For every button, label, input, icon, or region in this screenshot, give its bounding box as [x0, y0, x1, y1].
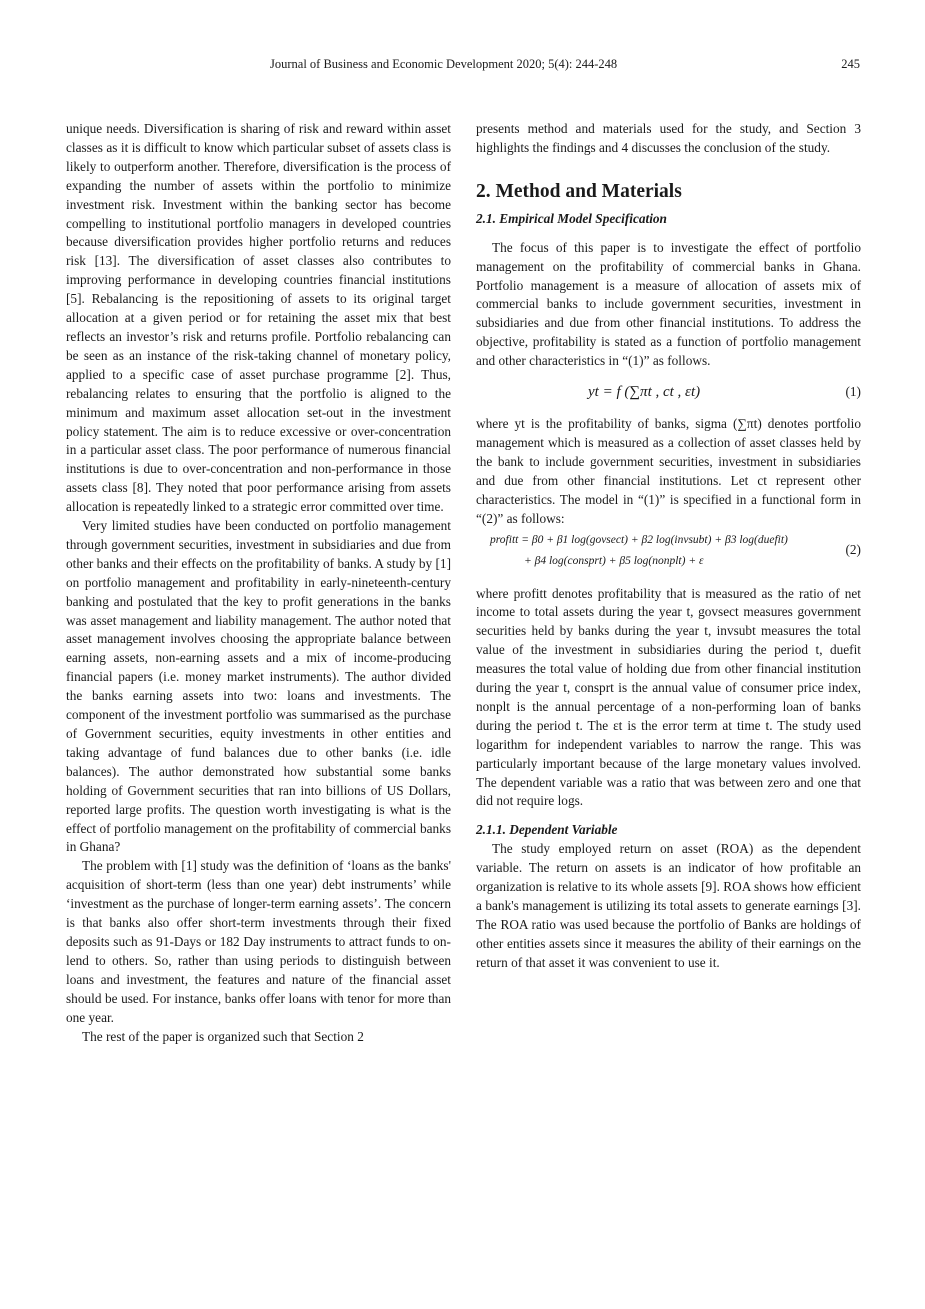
- page-number: 245: [841, 57, 860, 71]
- paragraph-organization: The rest of the paper is organized such that Section 2: [82, 1028, 364, 1044]
- equation-1-number: (1): [845, 384, 861, 400]
- equation-2-line-1: profitt = β0 + β1 log(govsect) + β2 log(invsubt) + β3 log(duefit): [490, 533, 788, 546]
- paragraph-where-1: where yt is the profitability of banks, sigma (∑πt) denotes portfolio management which is measured as a collection of asset classes held by the bank to include government securities, investment in subsidiaries and due from other financial institutions. Let ct represent other characteristics. The model in “(1)” is specified in a functional form in “(2)” as follows:: [476, 416, 861, 526]
- paragraph-diversification: unique needs. Diversification is sharing of risk and reward within asset classes as it is difficult to know which particular subset of assets class is likely to outperform another. Therefore, diversification is the process of expanding the number of assets within the portfolio to minimize investment risk. Investment within the banking sector has become compelling to institutional portfolio managers in developed countries because diversification provides higher portfolio returns and reduces risk [13]. The diversification of asset classes also contributes to improving performance in developing countries financial institutions [5]. Rebalancing is the repositioning of assets to its original target allocation at a given period or for retaining the asset mix that best reflects an investor’s risk and returns profile. Portfolio rebalancing can be seen as an instance of the risk-taking channel of monetary policy, applied to a specific case of asset purchase programme [2]. Thus, rebalancing relates to ensuring that the portfolio is aligned to the minimum and maximum asset allocation set-out in the investment policy statement. The aim is to reduce excessive or over-concentration in a particular asset class. The poor performance of numerous financial institutions is due to over-concentration and non-performance in those assets class [8]. They noted that poor performance arising from assets allocation is repeatedly linked to a strategic error committed over time.: [66, 121, 451, 515]
- paragraph-intro-continued: presents method and materials used for the study, and Section 3 highlights the findings and 4 discusses the conclusion of the study.: [476, 121, 861, 155]
- paragraph-dependent-variable: The study employed return on asset (ROA) as the dependent variable. The return on assets is an indicator of how profitable an organization is relative to its whole assets [9]. ROA shows how efficient a bank's management is utilizing its total assets to generate earnings [3]. The ROA ratio was used because the portfolio of Banks are holdings of other entities assets since it measures the ability of their earnings on the return of that asset it was convenient to use it.: [476, 841, 861, 970]
- paragraph-problem: The problem with [1] study was the definition of ‘loans as the banks' acquisition of short-term (less than one year) debt instruments’ while ‘investment as the purchase of longer-term earning assets’. The concern is that banks also offer short-term investments through their fixed deposits such as 91-Days or 182 Day instruments to attract funds to on-lend to others. So, rather than using periods to distinguish between loans and investment, the features and nature of the financial asset should be used. For instance, banks offer loans with tenor for more than one year.: [66, 858, 451, 1025]
- running-header: [66, 57, 860, 73]
- right-column: [476, 120, 861, 973]
- equation-2-line-2: + β4 log(consprt) + β5 log(nonplt) + ε: [524, 554, 704, 567]
- left-column: [66, 120, 451, 1046]
- subsection-heading-model: 2.1. Empirical Model Specification: [476, 210, 667, 226]
- section-heading-method: 2. Method and Materials: [476, 180, 682, 202]
- equation-2-number: (2): [845, 541, 861, 557]
- equation-1: [476, 377, 861, 407]
- subsubsection-heading-dependent: 2.1.1. Dependent Variable: [476, 822, 618, 838]
- equation-2: [476, 531, 861, 577]
- paragraph-where-2: where profitt denotes profitability that is measured as the ratio of net income to total assets during the year t, govsect measures government securities held by banks during the year t, invsubt measures the total value of the investment in subsidiaries during the period t, duefit measures the total value of holding due from other financial institution during the year t, consprt is the annual value of consumer price index, nonplt is the annual percentage of a non-performing loan of banks during the period t. The εt is the error term at time t. The study used logarithm for independent variables to narrow the range. This was particularly important because of the large monetary values involved. The dependent variable was a ratio that was between zero and one that did not require logs.: [476, 585, 861, 809]
- journal-citation: Journal of Business and Economic Development 2020; 5(4): 244-248: [270, 57, 618, 71]
- equation-1-expression: yt = f (∑πt , ct , εt): [588, 384, 701, 401]
- paragraph-model-focus: The focus of this paper is to investigate the effect of portfolio management on the profitability of commercial banks in Ghana. Portfolio management is a measure of allocation of assets mix of commercial banks to include government securities, investment in subsidiaries and due from other financial institutions. To address the objective, profitability is stated as a function of portfolio management and other characteristics in “(1)” as follows.: [476, 239, 861, 369]
- paragraph-limited-studies: Very limited studies have been conducted on portfolio management through government securities, investment in subsidiaries and due from other banks and their effects on the profitability of banks. A study by [1] on portfolio management and profitability in early-nineteenth-century banking and postulated that the key to profit generations in the banks was asset management and liability management. The author noted that asset management involves choosing the appropriate balance between earning assets, non-earning assets and a mix of income-producing financial papers (i.e. money market instruments). The author divided the banks earning assets into two: loans and investments. The component of the investment portfolio was summarised as the purchase of Government securities, equity investments in other entities and taking advantage of fund balances due to other banks (i.e. idle balances). The author demonstrated how substantial some banks holding of Government securities that ran into billions of US Dollars, reported large profits. The question worth investigating is what is the effect of portfolio management on the profitability of commercial banks in Ghana?: [66, 518, 451, 855]
